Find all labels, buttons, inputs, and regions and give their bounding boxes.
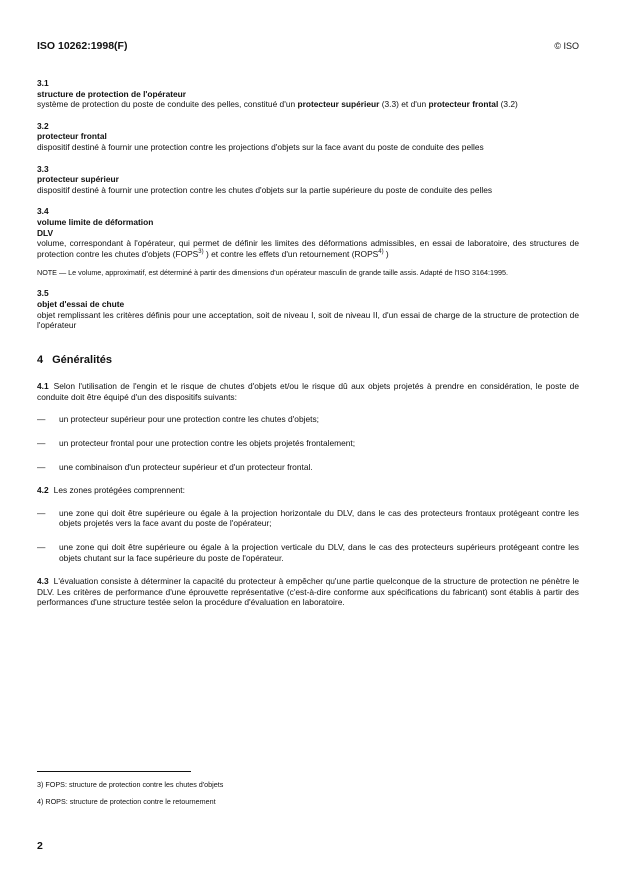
- section-title: Généralités: [52, 353, 113, 366]
- term-name: volume limite de déformation: [37, 216, 154, 227]
- term-definition: [37, 238, 579, 259]
- term-definition: [37, 99, 579, 110]
- paragraph-4-1: [37, 381, 579, 402]
- definition-emphasis: protecteur frontal: [428, 99, 499, 110]
- footnote-separator: [37, 771, 191, 772]
- paragraph-number: 4.3: [37, 576, 49, 587]
- footnote-4: 4) ROPS: structure de protection contre le retournement: [37, 797, 216, 806]
- list-item-text: une combinaison d'un protecteur supérieur et d'un protecteur frontal.: [59, 461, 313, 472]
- list-item: [37, 508, 579, 529]
- list-item-text: un protecteur supérieur pour une protection contre les chutes d'objets;: [59, 414, 319, 425]
- list-dash: —: [37, 542, 46, 553]
- list-dash: —: [37, 414, 46, 425]
- footnotes: [37, 780, 223, 814]
- copyright-notice: © ISO: [554, 41, 579, 51]
- list-item-text: une zone qui doit être supérieure ou égale à la projection verticale du DLV, dans le cas des protecteurs supérieurs protégeant contre les objets chutant sur la face supérieure du poste de l'opérateur.: [59, 542, 579, 563]
- term-definition: dispositif destiné à fournir une protection contre les projections d'objets sur la face avant du poste de conduite des pelles: [37, 141, 484, 152]
- definition-text: volume, correspondant à l'opérateur, qui permet de définir les limites des déformations admissibles, en essai de laboratoire, des structures de protection contre les chutes d'objets (FOPS: [37, 238, 579, 259]
- definition-text: ): [383, 248, 389, 259]
- term-definition: objet remplissant les critères définis pour une acceptation, soit de niveau I, soit de niveau II, d'un essai de charge de la structure de protection de l'opérateur: [37, 309, 579, 331]
- page-content: [37, 78, 579, 620]
- term-number: 3.1: [37, 78, 49, 88]
- list-item: [37, 462, 579, 473]
- paragraph-4-3: [37, 576, 579, 608]
- list-dash: —: [37, 507, 46, 518]
- term-3-1: [37, 78, 579, 110]
- definition-text: ) et contre les effets d'un retournement (ROPS: [203, 248, 379, 259]
- list-item: [37, 438, 579, 449]
- term-definition: dispositif destiné à fournir une protection contre les chutes d'objets sur la partie supérieure du poste de conduite des pelles: [37, 184, 493, 195]
- list-dash: —: [37, 438, 46, 449]
- definition-emphasis: protecteur supérieur: [297, 99, 380, 110]
- footnote-3: 3) FOPS: structure de protection contre les chutes d'objets: [37, 780, 224, 789]
- definition-text: (3.2): [498, 99, 518, 110]
- term-name: structure de protection de l'opérateur: [37, 88, 187, 99]
- page-number: 2: [37, 840, 43, 852]
- paragraph-text: Les zones protégées comprennent:: [53, 485, 185, 496]
- term-name: objet d'essai de chute: [37, 298, 125, 309]
- paragraph-number: 4.2: [37, 485, 49, 496]
- footnote-ref-4[interactable]: 4): [378, 248, 384, 255]
- paragraph-text: L'évaluation consiste à déterminer la capacité du protecteur à empêcher qu'une partie quelconque de la structure de protection ne pénètre le DLV. Les critères de performance d'une éprouvette représentative (c'est-à-dire conforme aux spécifications du fabricant) sont établis à partir des performances d'une structure testée selon la procédure d'évaluation en laboratoire.: [37, 576, 579, 608]
- paragraph-text: Selon l'utilisation de l'engin et le risque de chutes d'objets et/ou le risque dû aux objets projetés à prendre en considération, le poste de conduite doit être équipé d'un des dispositifs suivants:: [37, 381, 579, 402]
- standard-reference: ISO 10262:1998(F): [37, 40, 128, 52]
- term-number: 3.3: [37, 163, 49, 174]
- term-3-3: [37, 164, 579, 196]
- term-number: 3.2: [37, 120, 49, 131]
- term-3-4: [37, 206, 579, 277]
- list-item: [37, 414, 579, 425]
- page-header: [37, 40, 579, 54]
- term-abbreviation: DLV: [37, 227, 54, 238]
- term-number: 3.4: [37, 206, 49, 217]
- list-item-text: une zone qui doit être supérieure ou égale à la projection horizontale du DLV, dans le cas des protecteurs frontaux protégeant contre les objets projetés vers la face avant du poste de l'opérateur;: [59, 507, 579, 529]
- term-3-5: [37, 288, 579, 330]
- list-dash: —: [37, 461, 46, 472]
- section-number: 4: [37, 353, 44, 366]
- definition-text: système de protection du poste de conduite des pelles, constitué d'un: [37, 99, 298, 110]
- section-heading: [37, 355, 579, 366]
- definition-text: (3.3) et d'un: [379, 99, 429, 110]
- term-name: protecteur supérieur: [37, 174, 119, 185]
- term-number: 3.5: [37, 288, 49, 299]
- footnote-ref-3[interactable]: 3): [198, 248, 204, 255]
- term-3-2: [37, 121, 579, 153]
- list-item-text: un protecteur frontal pour une protection contre les objets projetés frontalement;: [59, 438, 356, 449]
- term-note: NOTE — Le volume, approximatif, est déterminé à partir des dimensions d'un opérateur masculin de grande taille assis. Adapté de l'ISO 3164:1995.: [37, 268, 508, 278]
- list-item: [37, 542, 579, 563]
- paragraph-4-2: [37, 485, 579, 496]
- term-name: protecteur frontal: [37, 131, 107, 142]
- paragraph-number: 4.1: [37, 381, 49, 392]
